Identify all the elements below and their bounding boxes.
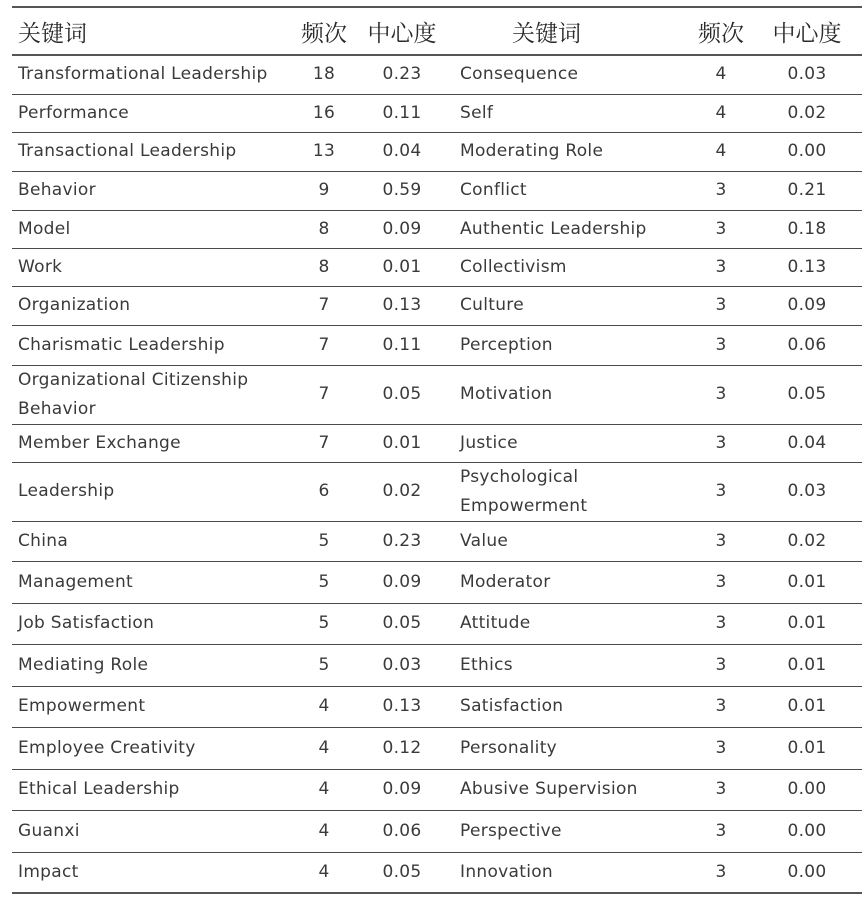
keyword-left-cell: Employee Creativity xyxy=(18,737,196,758)
centrality-right-cell: 0.01 xyxy=(787,571,827,592)
keyword-left-cell: Mediating Role xyxy=(18,654,149,675)
table-row xyxy=(12,132,862,171)
frequency-right-cell: 3 xyxy=(715,654,727,675)
frequency-right-cell: 3 xyxy=(715,180,727,200)
keyword-left-cell: Behavior xyxy=(18,180,96,200)
table-row xyxy=(12,94,862,132)
centrality-left-cell: 0.13 xyxy=(382,696,422,716)
frequency-right-cell: 3 xyxy=(715,779,727,799)
keyword-right-cell: Attitude xyxy=(460,613,531,633)
keyword-right-cell: Culture xyxy=(460,295,524,315)
keyword-left-cell: Charismatic Leadership xyxy=(18,334,225,355)
keyword-right-cell: Moderating Role xyxy=(460,141,604,161)
keyword-left-cell: Member Exchange xyxy=(18,432,181,453)
centrality-right-cell: 0.01 xyxy=(787,613,827,633)
keyword-right-cell: Psychological Empowerment xyxy=(460,466,588,516)
header-row xyxy=(12,7,862,55)
frequency-left-cell: 4 xyxy=(318,820,330,841)
keyword-left-cell: Model xyxy=(18,218,71,239)
keyword-right-cell: Abusive Supervision xyxy=(460,779,638,799)
keyword-left-cell: Work xyxy=(18,256,63,277)
keyword-right-cell: Moderator xyxy=(460,571,551,592)
frequency-right-cell: 3 xyxy=(715,384,727,404)
table-row xyxy=(12,521,862,561)
centrality-right-cell: 0.13 xyxy=(787,256,827,277)
centrality-right-cell: 0.04 xyxy=(787,432,827,453)
centrality-right-cell: 0.03 xyxy=(787,64,827,85)
centrality-left-cell: 0.01 xyxy=(382,256,422,277)
keyword-left-cell: Empowerment xyxy=(18,696,146,716)
frequency-left-cell: 4 xyxy=(318,861,330,882)
table-row xyxy=(12,810,862,852)
keyword-right-cell: Conflict xyxy=(460,180,527,200)
keyword-right-cell: Satisfaction xyxy=(460,696,564,716)
centrality-left-cell: 0.11 xyxy=(382,334,422,355)
frequency-right-cell: 3 xyxy=(715,530,727,551)
table-row xyxy=(12,248,862,286)
centrality-left-cell: 0.09 xyxy=(382,779,422,799)
keyword-frequency-table xyxy=(12,6,862,894)
frequency-left-cell: 8 xyxy=(318,256,330,277)
keyword-right-cell: Perception xyxy=(460,334,553,355)
keyword-left-cell: Transactional Leadership xyxy=(18,141,237,161)
centrality-left-cell: 0.12 xyxy=(382,737,422,758)
frequency-right-cell: 4 xyxy=(715,141,727,161)
frequency-left-cell: 5 xyxy=(318,530,330,551)
keyword-right-cell: Motivation xyxy=(460,384,553,404)
header-frequency-right: 频次 xyxy=(698,20,744,47)
centrality-right-cell: 0.21 xyxy=(787,180,827,200)
frequency-left-cell: 9 xyxy=(318,180,330,200)
centrality-left-cell: 0.02 xyxy=(382,481,422,501)
frequency-left-cell: 4 xyxy=(318,779,330,799)
table-row xyxy=(12,769,862,810)
centrality-right-cell: 0.00 xyxy=(787,820,827,841)
frequency-right-cell: 3 xyxy=(715,295,727,315)
centrality-right-cell: 0.01 xyxy=(787,737,827,758)
header-keyword-right: 关键词 xyxy=(512,20,581,47)
centrality-left-cell: 0.06 xyxy=(382,820,422,841)
frequency-left-cell: 4 xyxy=(318,696,330,716)
table-row xyxy=(12,325,862,365)
keyword-right-cell: Authentic Leadership xyxy=(460,218,647,239)
keyword-right-cell: Justice xyxy=(460,432,518,453)
frequency-right-cell: 4 xyxy=(715,102,727,123)
centrality-left-cell: 0.13 xyxy=(382,295,422,315)
frequency-left-cell: 7 xyxy=(318,295,330,315)
table-row xyxy=(12,561,862,603)
frequency-left-cell: 7 xyxy=(318,384,330,404)
table-header xyxy=(12,7,862,55)
table-row xyxy=(12,171,862,210)
frequency-left-cell: 6 xyxy=(318,481,330,501)
frequency-right-cell: 3 xyxy=(715,861,727,882)
frequency-right-cell: 3 xyxy=(715,334,727,355)
frequency-right-cell: 3 xyxy=(715,218,727,239)
keyword-table-container xyxy=(12,6,862,894)
table-row xyxy=(12,644,862,686)
centrality-right-cell: 0.00 xyxy=(787,861,827,882)
keyword-left-cell: Organization xyxy=(18,295,131,315)
centrality-right-cell: 0.00 xyxy=(787,141,827,161)
frequency-left-cell: 5 xyxy=(318,571,330,592)
frequency-left-cell: 16 xyxy=(312,102,336,123)
table-row xyxy=(12,286,862,325)
centrality-left-cell: 0.09 xyxy=(382,218,422,239)
frequency-left-cell: 4 xyxy=(318,737,330,758)
keyword-right-cell: Value xyxy=(460,530,509,551)
keyword-right-cell: Self xyxy=(460,102,494,123)
keyword-left-cell: China xyxy=(18,530,69,551)
keyword-right-cell: Innovation xyxy=(460,861,554,882)
centrality-left-cell: 0.04 xyxy=(382,141,422,161)
centrality-right-cell: 0.02 xyxy=(787,102,827,123)
table-row xyxy=(12,462,862,521)
keyword-left-cell: Leadership xyxy=(18,481,115,501)
table-row xyxy=(12,210,862,248)
keyword-right-cell: Perspective xyxy=(460,820,562,841)
keyword-left-cell: Management xyxy=(18,571,133,592)
frequency-left-cell: 5 xyxy=(318,654,330,675)
centrality-right-cell: 0.18 xyxy=(787,218,827,239)
frequency-left-cell: 18 xyxy=(312,64,336,85)
centrality-left-cell: 0.05 xyxy=(382,613,422,633)
frequency-right-cell: 3 xyxy=(715,737,727,758)
centrality-left-cell: 0.11 xyxy=(382,102,422,123)
frequency-right-cell: 3 xyxy=(715,481,727,501)
frequency-left-cell: 8 xyxy=(318,218,330,239)
frequency-right-cell: 3 xyxy=(715,571,727,592)
keyword-left-cell: Ethical Leadership xyxy=(18,779,180,799)
centrality-right-cell: 0.09 xyxy=(787,295,827,315)
frequency-right-cell: 4 xyxy=(715,64,727,85)
frequency-left-cell: 7 xyxy=(318,432,330,453)
frequency-left-cell: 13 xyxy=(312,141,336,161)
frequency-right-cell: 3 xyxy=(715,613,727,633)
keyword-right-cell: Personality xyxy=(460,737,558,758)
centrality-left-cell: 0.03 xyxy=(382,654,422,675)
centrality-right-cell: 0.01 xyxy=(787,696,827,716)
centrality-left-cell: 0.23 xyxy=(382,64,422,85)
keyword-left-cell: Job Satisfaction xyxy=(18,613,155,633)
keyword-left-cell: Organizational Citizenship Behavior xyxy=(18,369,249,419)
table-body xyxy=(12,55,862,893)
table-row xyxy=(12,686,862,727)
keyword-left-cell: Impact xyxy=(18,861,79,882)
centrality-left-cell: 0.05 xyxy=(382,861,422,882)
centrality-right-cell: 0.00 xyxy=(787,779,827,799)
centrality-right-cell: 0.06 xyxy=(787,334,827,355)
centrality-right-cell: 0.05 xyxy=(787,384,827,404)
centrality-left-cell: 0.05 xyxy=(382,384,422,404)
centrality-left-cell: 0.01 xyxy=(382,432,422,453)
centrality-right-cell: 0.03 xyxy=(787,481,827,501)
frequency-left-cell: 7 xyxy=(318,334,330,355)
table-row xyxy=(12,603,862,644)
frequency-right-cell: 3 xyxy=(715,696,727,716)
header-keyword-left: 关键词 xyxy=(18,20,87,47)
header-frequency-left: 频次 xyxy=(301,20,347,47)
keyword-right-cell: Consequence xyxy=(460,64,579,85)
table-row xyxy=(12,55,862,94)
keyword-right-cell: Ethics xyxy=(460,654,513,675)
frequency-right-cell: 3 xyxy=(715,256,727,277)
keyword-right-cell: Collectivism xyxy=(460,256,567,277)
centrality-right-cell: 0.01 xyxy=(787,654,827,675)
table-row xyxy=(12,365,862,424)
centrality-left-cell: 0.09 xyxy=(382,571,422,592)
keyword-left-cell: Performance xyxy=(18,102,130,123)
centrality-right-cell: 0.02 xyxy=(787,530,827,551)
frequency-right-cell: 3 xyxy=(715,432,727,453)
table-row xyxy=(12,727,862,769)
keyword-left-cell: Transformational Leadership xyxy=(18,64,268,85)
table-row xyxy=(12,852,862,893)
table-row xyxy=(12,424,862,462)
centrality-left-cell: 0.59 xyxy=(382,180,422,200)
header-centrality-left: 中心度 xyxy=(367,20,437,47)
keyword-left-cell: Guanxi xyxy=(18,820,80,841)
frequency-left-cell: 5 xyxy=(318,613,330,633)
centrality-left-cell: 0.23 xyxy=(382,530,422,551)
frequency-right-cell: 3 xyxy=(715,820,727,841)
header-centrality-right: 中心度 xyxy=(772,20,842,47)
